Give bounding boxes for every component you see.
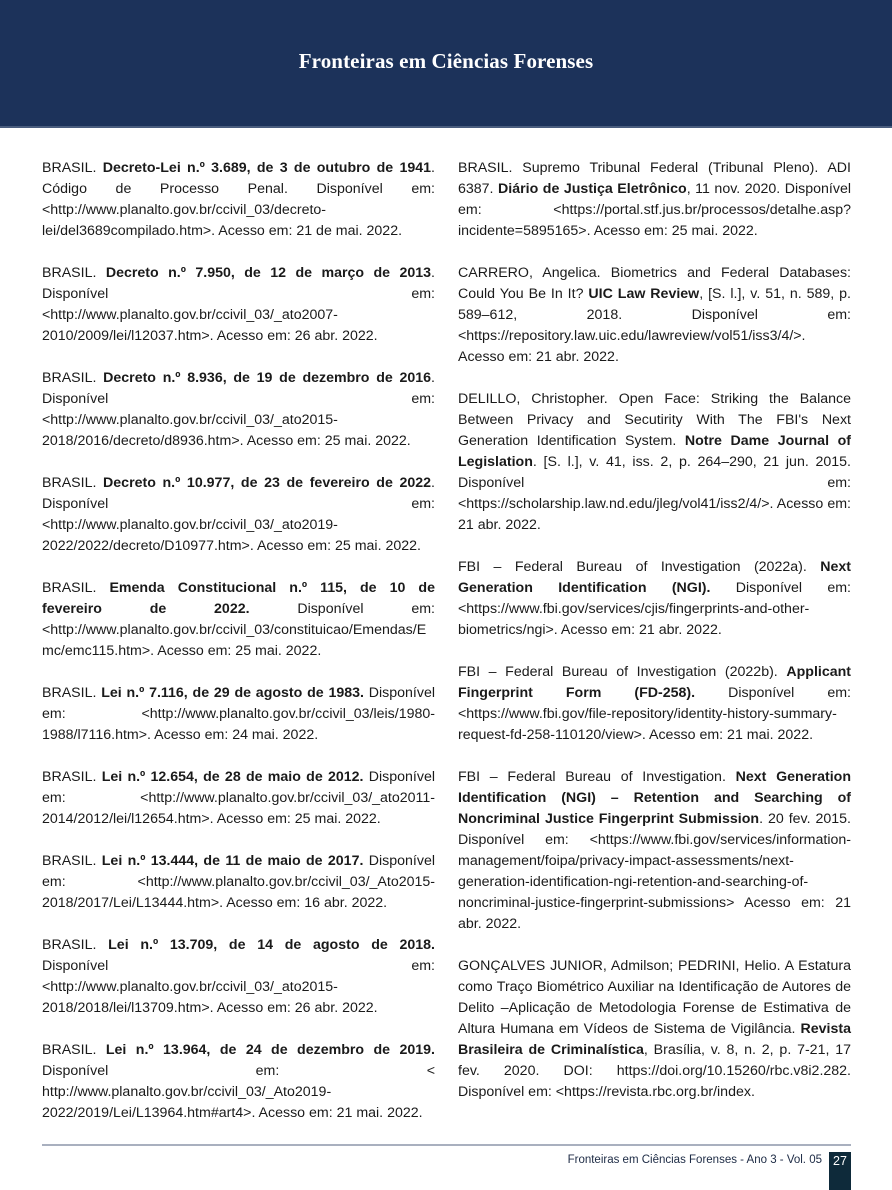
- page-header: [0, 0, 892, 128]
- reference-item: BRASIL. Lei n.º 13.709, de 14 de agosto de 2018. Disponível em: <http://www.planalto.gov.br/ccivil_03/_ato2015-2018/2018/lei/l13709.htm>. Acesso em: 26 abr. 2022.: [42, 937, 435, 1016]
- reference-item: BRASIL. Emenda Constitucional n.º 115, de 10 de fevereiro de 2022. Disponível em: <http://www.planalto.gov.br/ccivil_03/constituicao/Emendas/Emc/emc115.htm>. Acesso em: 25 mai. 2022.: [42, 580, 435, 659]
- reference-item: BRASIL. Decreto n.º 8.936, de 19 de dezembro de 2016. Disponível em: <http://www.planalto.gov.br/ccivil_03/_ato2015-2018/2016/decreto/d8936.htm>. Acesso em: 25 mai. 2022.: [42, 370, 435, 449]
- references-column-right: [458, 158, 851, 1124]
- reference-item: DELILLO, Christopher. Open Face: Striking the Balance Between Privacy and Secutirity With The FBI's Next Generation Identification System. Notre Dame Journal of Legislation. [S. l.], v. 41, iss. 2, p. 264–290, 21 jun. 2015. Disponível em: <https://scholarship.law.nd.edu/jleg/vol41/iss2/4/>. Acesso em: 21 abr. 2022.: [458, 391, 851, 533]
- journal-title: Fronteiras em Ciências Forenses: [298, 49, 594, 73]
- reference-item: FBI – Federal Bureau of Investigation (2022b). Applicant Fingerprint Form (FD-258). Disponível em: <https://www.fbi.gov/file-repository/identity-history-summary-request-fd-258-110120/view>. Acesso em: 21 mai. 2022.: [458, 664, 851, 743]
- reference-item: FBI – Federal Bureau of Investigation. Next Generation Identification (NGI) – Retention and Searching of Noncriminal Justice Fingerprint Submission. 20 fev. 2015. Disponível em: <https://www.fbi.gov/services/information-management/foipa/privacy-impact-assessments/next-generation-identification-ngi-retention-and-searching-of-noncriminal-justice-fingerprint-submissions> Acesso em: 21 abr. 2022.: [458, 769, 851, 932]
- reference-item: BRASIL. Supremo Tribunal Federal (Tribunal Pleno). ADI 6387. Diário de Justiça Eletrônico, 11 nov. 2020. Disponível em: <https://portal.stf.jus.br/processos/detalhe.asp?incidente=5895165>. Acesso em: 25 mai. 2022.: [458, 160, 851, 239]
- reference-item: GONÇALVES JUNIOR, Admilson; PEDRINI, Helio. A Estatura como Traço Biométrico Auxiliar na Identificação de Autores de Delito –Aplicação de Metodologia Forense de Estimativa de Altura Humana em Vídeos de Sistema de Vigilância. Revista Brasileira de Criminalística, Brasília, v. 8, n. 2, p. 7-21, 17 fev. 2020. DOI: https://doi.org/10.15260/rbc.v8i2.282. Disponível em: <https://revista.rbc.org.br/index.: [458, 958, 851, 1100]
- reference-item: FBI – Federal Bureau of Investigation (2022a). Next Generation Identification (NGI). Disponível em: <https://www.fbi.gov/services/cjis/fingerprints-and-other-biometrics/ngi>. Acesso em: 21 abr. 2022.: [458, 559, 852, 638]
- reference-item: BRASIL. Lei n.º 12.654, de 28 de maio de 2012. Disponível em: <http://www.planalto.gov.br/ccivil_03/_ato2011-2014/2012/lei/l12654.htm>. Acesso em: 25 mai. 2022.: [42, 769, 436, 827]
- page-number: 27: [829, 1152, 851, 1190]
- reference-item: BRASIL. Lei n.º 13.964, de 24 de dezembro de 2019. Disponível em: < http://www.planalto.gov.br/ccivil_03/_Ato2019-2022/2019/Lei/L13964.htm#art4>. Acesso em: 21 mai. 2022.: [42, 1042, 435, 1121]
- reference-item: CARRERO, Angelica. Biometrics and Federal Databases: Could You Be In It? UIC Law Review, [S. l.], v. 51, n. 589, p. 589–612, 2018. Disponível em: <https://repository.law.uic.edu/lawreview/vol51/iss3/4/>. Acesso em: 21 abr. 2022.: [458, 265, 852, 365]
- reference-item: BRASIL. Lei n.º 13.444, de 11 de maio de 2017. Disponível em: <http://www.planalto.gov.br/ccivil_03/_Ato2015-2018/2017/Lei/L13444.htm>. Acesso em: 16 abr. 2022.: [42, 853, 436, 911]
- references-column-left: [42, 158, 435, 1145]
- reference-item: BRASIL. Decreto n.º 10.977, de 23 de fevereiro de 2022. Disponível em: <http://www.planalto.gov.br/ccivil_03/_ato2019-2022/2022/decreto/D10977.htm>. Acesso em: 25 mai. 2022.: [42, 475, 435, 554]
- reference-item: BRASIL. Lei n.º 7.116, de 29 de agosto de 1983. Disponível em: <http://www.planalto.gov.br/ccivil_03/leis/1980-1988/l7116.htm>. Acesso em: 24 mai. 2022.: [42, 685, 435, 743]
- footer-journal-info: Fronteiras em Ciências Forenses - Ano 3 - Vol. 05: [567, 1154, 822, 1166]
- reference-item: BRASIL. Decreto-Lei n.º 3.689, de 3 de outubro de 1941. Código de Processo Penal. Disponível em: <http://www.planalto.gov.br/ccivil_03/decreto-lei/del3689compilado.htm>. Acesso em: 21 de mai. 2022.: [42, 160, 435, 239]
- reference-item: BRASIL. Decreto n.º 7.950, de 12 de março de 2013. Disponível em: <http://www.planalto.gov.br/ccivil_03/_ato2007-2010/2009/lei/l12037.htm>. Acesso em: 26 abr. 2022.: [42, 265, 435, 344]
- footer-divider: [42, 1144, 851, 1146]
